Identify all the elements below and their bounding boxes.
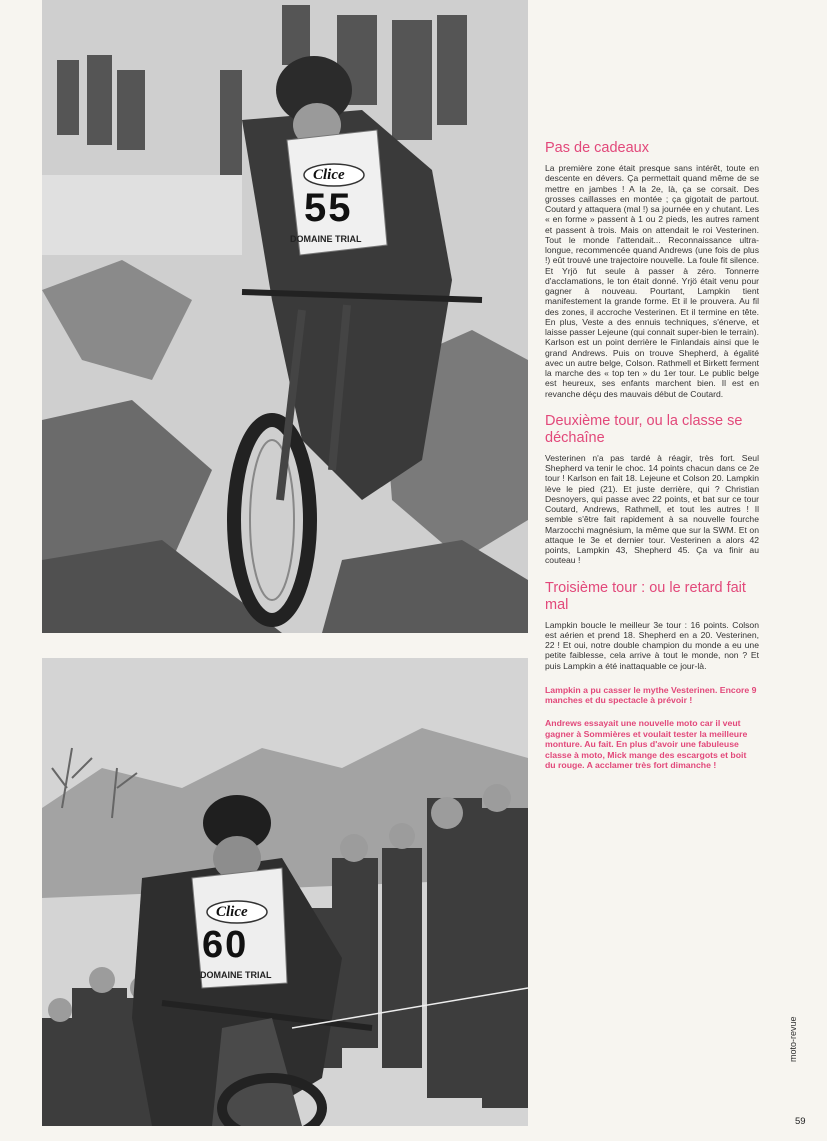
photo-rider-55-illustration — [42, 0, 528, 633]
magazine-name: moto-revue — [788, 1016, 798, 1062]
bib-sponsor-text: DOMAINE TRIAL — [290, 234, 362, 244]
section-heading: Deuxième tour, ou la classe se déchaîne — [545, 412, 743, 446]
section-pas-de-cadeaux — [545, 140, 759, 399]
photo-rider-60 — [42, 658, 528, 1126]
page-number: 59 — [795, 1116, 806, 1127]
section-body: Vesterinen n'a pas tardé à réagir, très fort. Seul Shepherd va tenir le choc. 14 points chacun dans ce 2e tour ! Karlson en fait 18. Lejeune et Colson 20. Lampkin lève le pied (21). Et juste derrière, qui ? Christian Desnoyers, qui passe avec 22 points, et bat sur ce tour Coutard, Andrews, Rathmell, et tout les autres ! Il semble s'être fait rapidement à sa nouvelle fourche Marzocchi magnésium, la même que sur la SWM. Et on attaque le 3e et dernier tour. Vesterinen a alors 42 points, Lampkin 43, Shepherd 45. Ça va finir au couteau ! — [545, 452, 759, 566]
section-heading: Pas de cadeaux — [545, 140, 649, 156]
bib-brand-text: Clice — [313, 167, 345, 183]
photo-caption: Andrews essayait une nouvelle moto car il veut gagner à Sommières et voulait tester la meilleure monture. Au fait. En plus d'avoir une fabuleuse classe à moto, Mick mange des escargots et boit du rouge. A acclamer très fort dimanche ! — [545, 717, 748, 771]
bib-sponsor-text-60: DOMAINE TRIAL — [200, 970, 272, 980]
photo-rider-55 — [42, 0, 528, 633]
section-deuxieme-tour — [545, 413, 759, 566]
section-body: La première zone était presque sans intérêt, toute en descente en dévers. Ça permettait quand même de se mettre en jambes ! A la 2e, là, ça se corsait. Des grosses caillasses en montée ; ça gigotait de partout. Coutard y attaquera (mal !) sa journée en y chutant. Les « en forme » passent à 1 ou 2 pieds, les autres rament et passent à trois. Mais on attendait le roi Vesterinen. Tout le monde l'attendait... Reconnaissance ultra-longue, recommencée quand Andrews (une fois de plus !) eût trouvé une trajectoire nouvelle. La foule fit silence. Et Yrjö fut seule à passer à zéro. Tonnerre d'acclamations, le ton était donné. Yrjö était venu pour gagner à nouveau. Pourtant, Lampkin tient manifestement la grande forme. Et il le prouvera. Au fil des zones, il accroche Vesterinen. Et il termine en tête. En plus, Veste a des ennuis techniques, s'énerve, et laisse passer Lejeune (qui connait super-bien le terrain). Karlson est un point derrière le Finlandais ainsi que le grand Andrews. Puis on trouve Shepherd, à égalité avec un autre belge, Colson. Rathmell et Birkett ferment la marche des « top ten » du 1er tour. Le public belge est heureux, ses enfants marchent bien. Il est en revanche déçu des mauvais début de Coutard. — [545, 163, 760, 399]
bib-number-text: 55 — [304, 186, 353, 230]
photo-caption: Lampkin a pu casser le mythe Vesterinen. Encore 9 manches et du spectacle à prévoir ! — [545, 684, 757, 706]
section-heading: Troisième tour : ou le retard fait mal — [545, 579, 746, 613]
bib-number-text-60: 60 — [202, 924, 249, 966]
section-body: Lampkin boucle le meilleur 3e tour : 16 points. Colson est aérien et prend 18. Shepherd en a 20. Vesterinen, 22 ! Et oui, notre double champion du monde a eu une petite faiblesse, cela arrive à tout le monde, non ? Et puis Lampkin a été inattaquable ce jour-là. — [545, 619, 759, 671]
bib-brand-text-60: Clice — [216, 904, 248, 920]
photo-rider-60-illustration — [42, 658, 528, 1126]
article-column — [545, 140, 759, 783]
section-troisieme-tour — [545, 580, 759, 671]
